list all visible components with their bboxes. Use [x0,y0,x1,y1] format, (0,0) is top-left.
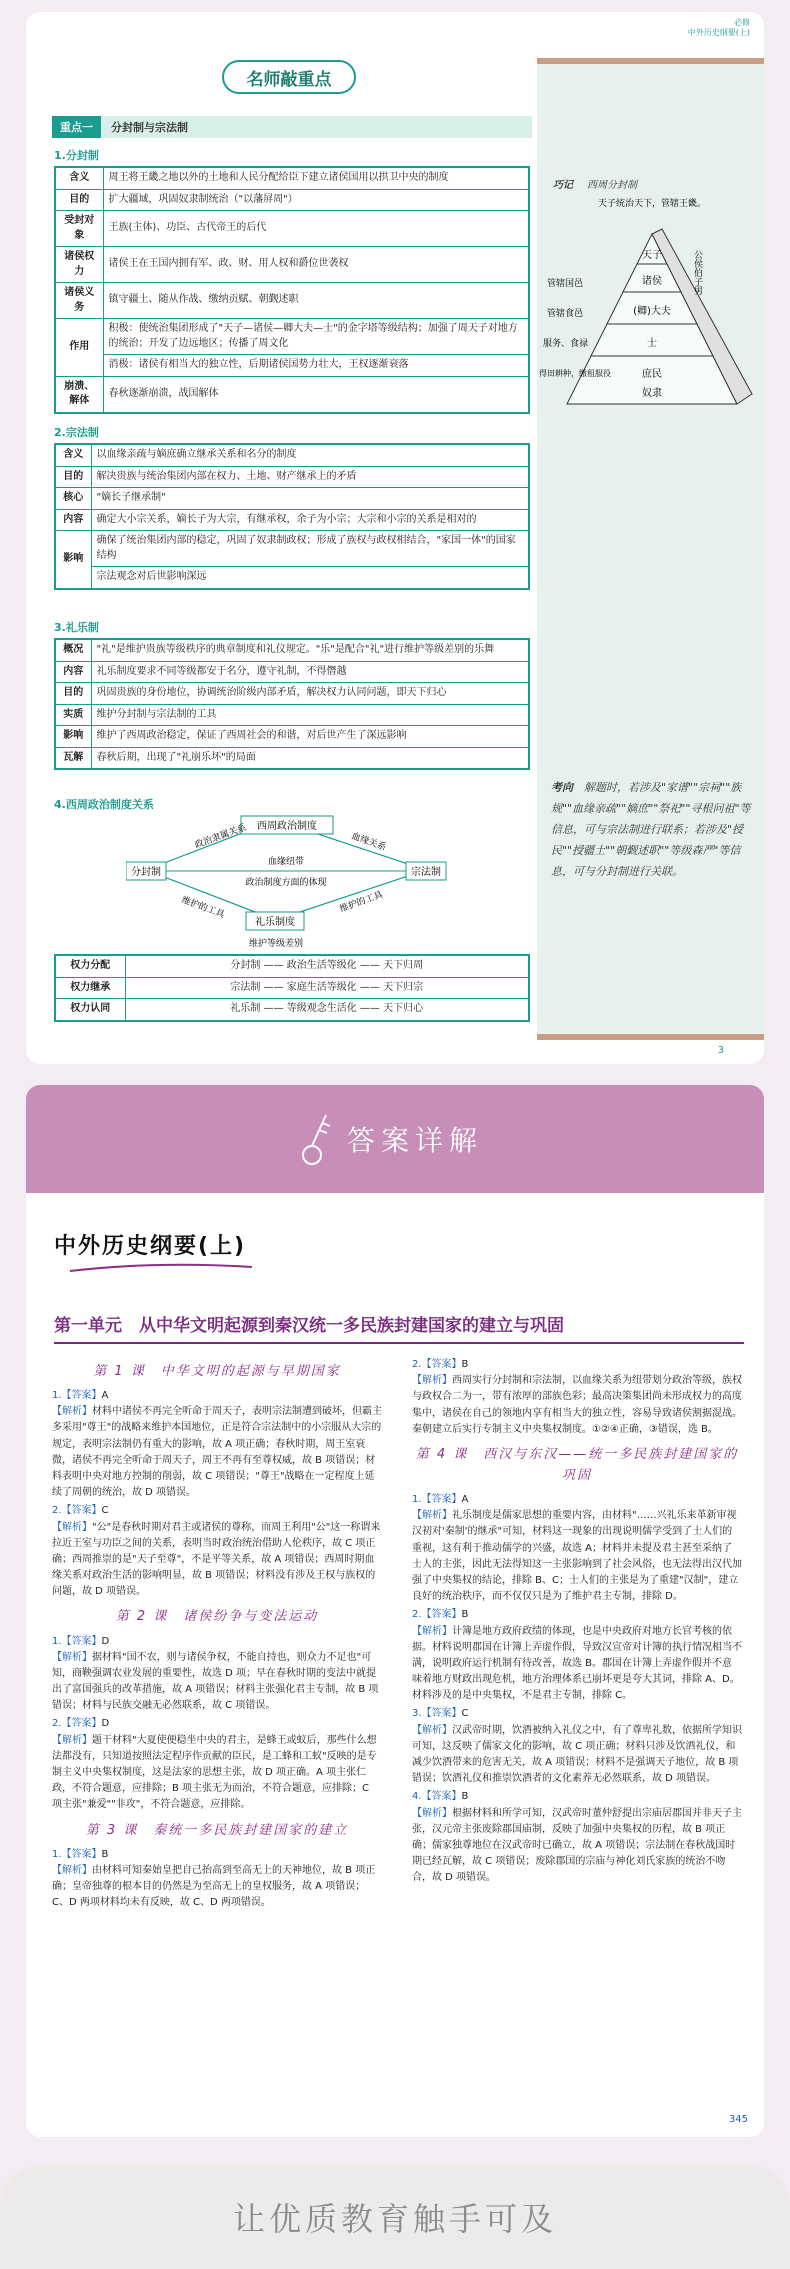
edge-label-l1: 政治隶属关系 [193,822,248,851]
answer-item: 1.【答案】D 【解析】据材料"国不农，则与诸侯争权，不能自持也，则众力不足也"可知，商鞅强调农业发展的重要性，故选 D 项；早在春秋时期的变法中就提出了富国强兵的改革措施，故 A 项错误；材料主张强化君主专制，故 B 项错误；材料与民族交融无必然联系，故 C 项错误。 [52,1635,379,1712]
edge-label-l2: 维护的工具 [179,895,226,921]
answer-column-right [412,1355,742,1887]
pyramid-diagram [537,194,764,444]
unit-title: 第一单元 从中华文明起源到秦汉统一多民族封建国家的建立与巩固 [54,1311,744,1344]
pyramid-top-note: 天子统治天下，管辖王畿。 [597,199,707,209]
table-row: 作用 积极：使统治集团形成了"天子—诸侯—卿大夫—士"的金字塔等级结构；加强了周天子对地方的统治；开发了边远地区；传播了周文化 [55,319,529,355]
lesson-heading: 第 3 课 秦统一多民族封建国家的建立 [85,1822,349,1838]
edge-label-r2: 维护的工具 [338,890,385,915]
section-title-fengjian: 1.分封制 [54,149,99,162]
table-row: 影响 维护了西周政治稳定，保证了西周社会的和谐，对后世产生了深远影响 [55,726,529,748]
rail-bottom [537,1034,764,1040]
answer-item: 2.【答案】C 【解析】"公"是春秋时期对君主或诸侯的尊称，而周王利用"公"这一称谓来拉近王室与功臣之间的关系，表明当时政治统治借助人伦秩序，故 C 项正确；西周推崇的是"天子至尊"，不是平等关系，故 A 项错误；西周时期血缘关系对政治生活的影响明显，故 B 项错误；材料没有涉及王权与族权的问题，故 D 项错误。 [52,1505,381,1598]
edge-label-r1: 血缘关系 [349,831,388,854]
sidebar [537,58,764,1040]
table-row: 含义 周王将王畿之地以外的土地和人民分配给臣下建立诸侯国用以拱卫中央的制度 [55,167,529,189]
section-title-liyue: 3.礼乐制 [54,621,99,634]
level-tianzi: 天子 [642,250,662,261]
level-shumin: 庶民 [642,369,662,380]
table-row: 目的 扩大疆域，巩固奴隶制统治（"以藩屏周"） [55,189,529,211]
table-row: 目的 解决贵族与统治集团内部在权力、土地、财产继承上的矛盾 [55,466,529,488]
edge-label-mid1: 血缘纽带 [267,857,305,867]
node-bottom-label: 礼乐制度 [255,917,295,928]
right-labels: 公侯伯子男 [692,250,702,295]
book-title: 中外历史纲要(上) [54,1234,247,1259]
diagram-foot: 维护等级差别 [248,939,304,949]
key-icon [296,1109,336,1169]
table-row: 诸侯权力 诸侯王在王国内拥有军、政、财、用人权和爵位世袭权 [55,247,529,283]
table-row: 崩溃、解体 春秋逐渐崩溃，战国解体 [55,376,529,413]
table-row: 目的 巩固贵族的身份地位，协调统治阶级内部矛盾，解决权力认同问题，即天下归心 [55,683,529,705]
answer-item: 2.【答案】B 【解析】西周实行分封制和宗法制，以血缘关系为纽带划分政治等级，族权与政权合二为一，带有浓厚的部族色彩；最高决策集团尚未形成权力的高度集中，诸侯在自己的领地内享有相当大的独立性，容易导致诸侯割据混战。秦朝建立后实行专制主义中央集权制度。①②④正确，③错误，选 B。 [412,1359,742,1435]
table-row: 权力继承 宗法制 —— 家庭生活等级化 —— 天下归宗 [55,977,529,999]
node-left-label: 分封制 [131,867,161,878]
focus-bar [52,116,532,138]
focus-title: 分封制与宗法制 [111,121,188,134]
relations-diagram [126,812,466,952]
label-guoyi: 管辖国邑 [547,279,584,289]
answer-column-left [52,1355,382,1911]
page-number: 3 [717,1045,724,1056]
table-row: 内容 确定大小宗关系，嫡长子为大宗，有继承权，余子为小宗；大宗和小宗的关系是相对的 [55,509,529,531]
label-shiyi: 管辖食邑 [547,309,584,319]
node-center-label: 西周政治制度 [257,821,317,832]
answer-title: 答案详解 [346,1124,483,1157]
footer-slogan: 让优质教育触手可及 [232,2200,557,2238]
table-row: 权力认同 礼乐制 —— 等级观念生活化 —— 天下归心 [55,999,529,1021]
level-shi: 士 [647,338,657,349]
corner-tag: 必修 中外历史纲要(上) [687,18,750,38]
level-zhuhou: 诸侯 [642,276,662,287]
focus-tag: 重点一 [52,116,101,138]
table-row: 消极：诸侯有相当大的独立性，后期诸侯国势力壮大，王权逐渐衰落 [55,355,529,377]
table-row: 诸侯义务 镇守疆土、随从作战、缴纳贡赋、朝觐述职 [55,283,529,319]
footer-banner [0,2165,790,2269]
answer-item: 1.【答案】A 【解析】材料中诸侯不再完全听命于周天子，表明宗法制遭到破坏，但霸主多采用"尊王"的战略来维护本国地位，正是符合宗法制中的小宗服从大宗的规定，表明宗法制仍有重大的影响，故 A 项正确；春秋时期，周王室衰微，诸侯不再完全听命于周天子，周王不再有至尊权威，故 B 项错误；材料表明中央对地方控制的削弱，故 C 项错误；"尊王"战略在一定程度上延续了周朝的统治，故 D 项错误。 [52,1390,382,1499]
kaoxiang-note: 考向 解题时，若涉及"家谱""宗祠""族规""血缘亲疏""嫡庶""祭祀""寻根问祖"等信息，可与宗法制进行联系；若涉及"授民""授疆土""朝觐述职""等级森严"等信息，可与分封制进行关联。 [551,781,751,878]
level-dafu: (卿)大夫 [633,306,671,317]
answer-item: 2.【答案】B 【解析】计簿是地方政府政绩的体现，也是中央政府对地方长官考核的依据。材料说明郡国在计簿上弄虚作假，导致汉宣帝对计簿的执行情况相当不满，说明政府运行机制有待改善，故选 B。郡国在计簿上弄虚作假并不意味着地方财政出现危机，地方治理体系已崩坏更是夸大其词，排除 A、D。材料涉及的是中央集权，不是君主专制，排除 C。 [412,1609,742,1702]
table-row: 概况 "礼"是维护贵族等级秩序的典章制度和礼仪规定。"乐"是配合"礼"进行维护等级差别的乐舞 [55,639,529,661]
lesson-heading: 第 1 课 中华文明的起源与早期国家 [93,1364,341,1379]
table-row: 实质 维护分封制与宗法制的工具 [55,704,529,726]
page-title: 名师敲重点 [222,60,356,94]
lesson-heading: 第 2 课 诸侯纷争与变法运动 [115,1609,319,1625]
title-underline [66,1261,256,1275]
section-title-zongfa: 2.宗法制 [54,426,99,439]
liyue-table [54,638,530,770]
answer-item: 4.【答案】B 【解析】根据材料和所学可知，汉武帝时董仲舒提出宗庙居郡国并非天子主张，汉元帝主张废除郡国庙制，反映了加强中央集权的历程，故 B 项正确；儒家独尊地位在汉武帝时已确立，故 A 项错误；宗法制在春秋战国时期已经瓦解，故 C 项错误；废除郡国的宗庙与神化刘氏家族的统治不吻合，故 D 项错误。 [412,1791,742,1884]
table-row: 含义 以血缘亲疏与嫡庶确立继承关系和名分的制度 [55,444,529,466]
label-fuwu: 服务、食禄 [543,339,589,349]
answer-item: 1.【答案】A 【解析】礼乐制度是儒家思想的重要内容，由材料"……兴礼乐来革新审视汉初对'秦制'的继承"可知，材料这一现象的出现说明儒学受到了士人们的重视，这有利于推动儒学的兴盛，故选 A；材料并未提及君主甚至采纳了士人的主张，因此无法得知这一主张影响到了社会风俗，也无法得出汉代加强了中央集权的结论，排除 B、C；士人们的主张是为了重建"汉制"，建立良好的统治秩序，而不仅仅只是为了维护君主专制，排除 D。 [412,1494,742,1603]
answer-page-number: 345 [728,2114,748,2125]
power-table [54,954,530,1022]
answer-item: 2.【答案】D 【解析】题干材料"大夏使便稳坐中央的君主，是蜂王或蚁后，那些什么想法都没有，只知道按照法定程序作贡献的臣民，是工蜂和工蚁"反映的是专制主义中央集权制度，这是法家的思想主张，故 D 项正确。A 项主张仁政，不符合题意，应排除；B 项主张无为而治，不符合题意，应排除；C 项主张"兼爱""非攻"，不符合题意，应排除。 [52,1718,377,1811]
label-tiangeng: 得田耕种，缴租服役 [539,369,611,378]
answer-item: 3.【答案】C 【解析】汉武帝时期，饮酒被纳入礼仪之中，有了尊卑礼数，依据所学知识可知，这反映了儒家文化的影响，故 C 项正确；材料只涉及饮酒礼仪，和减少饮酒带来的危害无关，故 A 项错误；材料不是强调天子地位，故 B 项错误；饮酒礼仪和推崇饮酒者的文化素养无必然联系，故 D 项错误。 [412,1708,742,1785]
table-row: 宗法观念对后世影响深远 [55,567,529,589]
node-right-label: 宗法制 [411,867,441,878]
table-row: 权力分配 分封制 —— 政治生活等级化 —— 天下归周 [55,955,529,977]
rail-top [537,58,764,64]
answer-page [26,1085,764,2137]
level-nuli: 奴隶 [642,388,662,399]
answer-header [26,1085,764,1193]
tips-heading: 巧记 西周分封制 [553,180,637,191]
zongfa-table [54,443,530,590]
table-row: 瓦解 春秋后期，出现了"礼崩乐坏"的局面 [55,747,529,769]
table-row: 内容 礼乐制度要求不同等级都安于名分，遵守礼制，不得僭越 [55,661,529,683]
table-row: 受封对象 王族(主体)、功臣、古代帝王的后代 [55,211,529,247]
answer-item: 1.【答案】B 【解析】由材料可知秦始皇把自己抬高到至高无上的天神地位，故 B 项正确；皇帝独尊的根本目的仍然是为至高无上的皇权服务，故 A 项错误；C、D 两项材料均未有反映，故 C、D 两项错误。 [52,1848,376,1909]
lesson-heading: 第 4 课 西汉与东汉——统一多民族封建国家的巩固 [415,1446,739,1483]
table-row: 影响 确保了统治集团内部的稳定，巩固了奴隶制政权；形成了族权与政权相结合，"家国一体"的国家结构 [55,531,529,567]
fengjian-table [54,166,530,414]
study-notes-page [26,12,764,1064]
edge-label-mid2: 政治制度方面的体现 [245,878,327,888]
section-title-relations: 4.西周政治制度关系 [54,798,154,811]
table-row: 核心 "嫡长子继承制" [55,488,529,510]
